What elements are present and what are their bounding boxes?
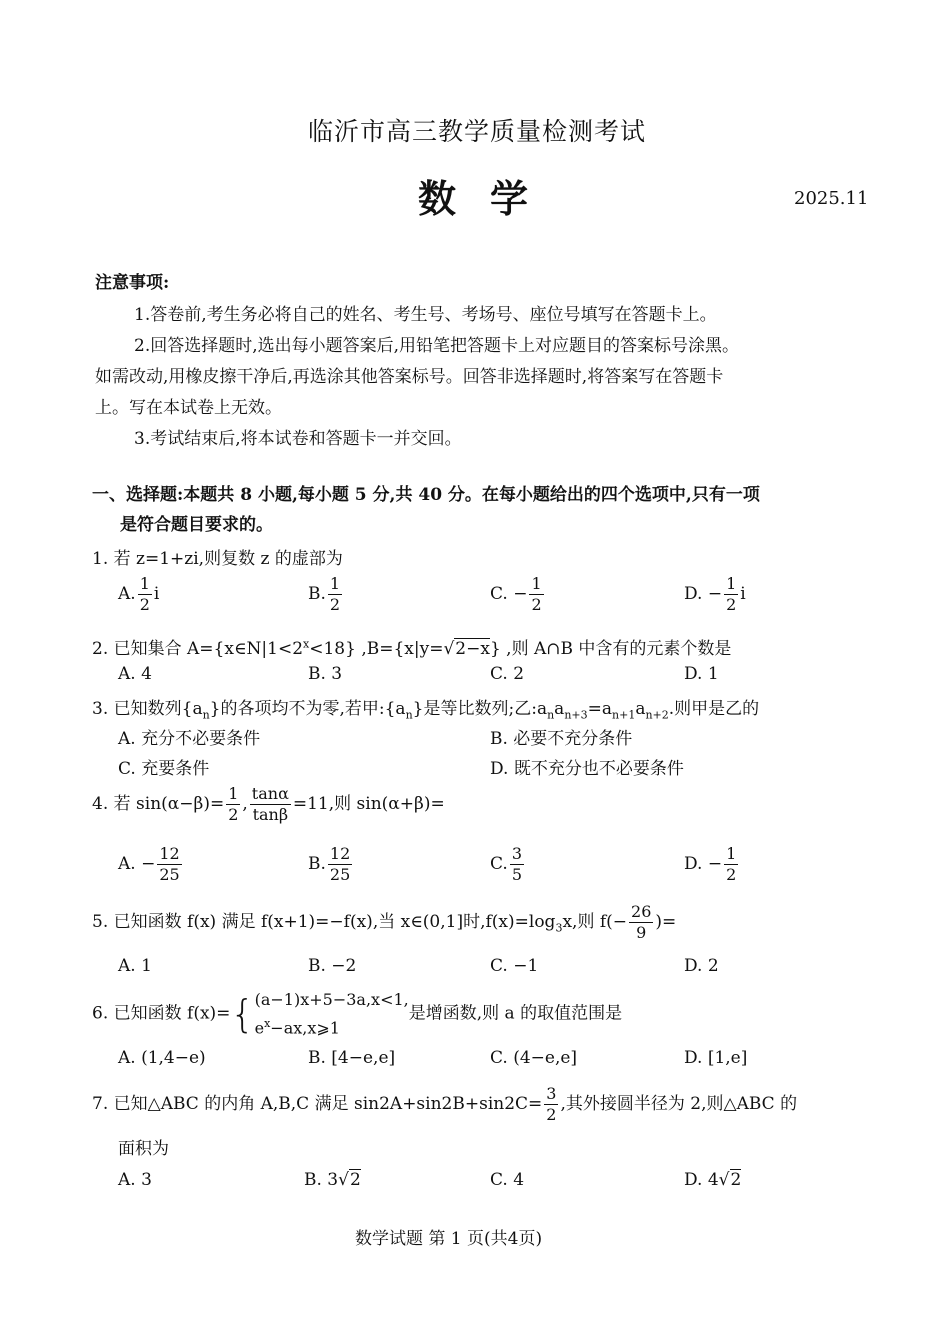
exam-date: 2025.11: [794, 188, 869, 209]
question-1-option-b: B. $\frac{1}{2}$: [308, 574, 341, 614]
question-1-stem: 1. 若 z=1+zi,则复数 z 的虚部为: [92, 549, 343, 569]
question-7-option-a: A. 3: [118, 1170, 152, 1190]
notice-item-2-line-3: 上。写在本试卷上无效。: [95, 398, 282, 418]
question-6-stem: 6. 已知函数 f(x)={ (a−1)x+5−3a,x<1, $e^x-ax,x⩾1$ 是增函数,则 a 的取值范围是: [92, 990, 623, 1038]
notice-heading: 注意事项:: [95, 273, 170, 293]
question-3-option-c: C. 充要条件: [118, 759, 210, 779]
question-5-stem: 5. 已知函数 f(x) 满足 f(x+1)=−f(x),当 x∈(0,1]时$,f(x)=\log_3x$,则 f(− $\frac{26}{9}$ )=: [92, 902, 677, 942]
question-5-option-a: A. 1: [118, 956, 152, 976]
notice-item-2-line-1: 2.回答选择题时,选出每小题答案后,用铅笔把答题卡上对应题目的答案标号涂黑。: [134, 336, 740, 356]
question-4-option-a: A. − $\frac{12}{25}$: [118, 844, 180, 884]
question-3-option-b: B. 必要不充分条件: [490, 729, 633, 749]
notice-item-1: 1.答卷前,考生务必将自己的姓名、考生号、考场号、座位号填写在答题卡上。: [134, 305, 717, 325]
subject-title: 数学: [418, 176, 563, 221]
question-4-stem: 4. 若 sin(α−β)= $\frac{1}{2}$ , $\frac{\tan\alpha}{\tan\beta}$ =11,则 sin(α+β)=: [92, 784, 445, 824]
question-7-stem-line-2: 面积为: [118, 1139, 169, 1159]
question-1-option-a: A. $\frac{1}{2}$ i: [118, 574, 160, 614]
question-4-option-d: D. − $\frac{1}{2}$: [684, 844, 737, 884]
question-1-option-d: D. − $\frac{1}{2}$ i: [684, 574, 746, 614]
section-heading-line-2: 是符合题目要求的。: [120, 515, 273, 535]
question-6-option-a: A. (1,4−e): [118, 1048, 206, 1068]
question-6-option-c: C. (4−e,e]: [490, 1048, 578, 1068]
question-2-option-a: A. 4: [118, 664, 152, 684]
exam-title: 临沂市高三教学质量检测考试: [308, 117, 647, 146]
question-7-stem: 7. 已知△ABC 的内角 A,B,C 满足 sin2A+sin2B+sin2C= $\frac{3}{2}$ ,其外接圆半径为 2,则△ABC 的: [92, 1084, 798, 1124]
question-3-stem: 3. 已知数列$\{a_n\}$的各项均不为零,若甲$:\{a_n\}$是等比数列;乙$:a_na_{n+3}=a_{n+1}a_{n+2}$.则甲是乙的: [92, 699, 760, 722]
question-2-option-c: C. 2: [490, 664, 525, 684]
question-2-stem: 2. 已知集合 $A=\{x\in N|1<2^x<18\}$ ,B={x|y=√2−x} ,则 A∩B 中含有的元素个数是: [92, 637, 732, 659]
question-1-option-c: C. − $\frac{1}{2}$: [490, 574, 542, 614]
question-7-option-b: B. 3√2: [304, 1170, 361, 1190]
question-6-option-d: D. [1,e]: [684, 1048, 748, 1068]
question-6-option-b: B. [4−e,e]: [308, 1048, 396, 1068]
section-heading-line-1: 一、选择题:本题共 8 小题,每小题 5 分,共 40 分。在每小题给出的四个选项中,只有一项: [92, 485, 760, 505]
page-footer: 数学试题 第 1 页(共4页): [355, 1229, 543, 1249]
question-3-option-a: A. 充分不必要条件: [118, 729, 261, 749]
question-5-option-b: B. −2: [308, 956, 357, 976]
question-5-option-d: D. 2: [684, 956, 719, 976]
question-5-option-c: C. −1: [490, 956, 539, 976]
question-7-option-c: C. 4: [490, 1170, 525, 1190]
notice-item-2-line-2: 如需改动,用橡皮擦干净后,再选涂其他答案标号。回答非选择题时,将答案写在答题卡: [95, 367, 724, 387]
notice-item-3: 3.考试结束后,将本试卷和答题卡一并交回。: [134, 429, 462, 449]
question-4-option-c: C. $\frac{3}{5}$: [490, 844, 522, 884]
question-4-option-b: B. $\frac{12}{25}$: [308, 844, 351, 884]
question-2-option-b: B. 3: [308, 664, 343, 684]
question-7-option-d: D. 4√2: [684, 1170, 742, 1190]
question-2-option-d: D. 1: [684, 664, 719, 684]
question-3-option-d: D. 既不充分也不必要条件: [490, 759, 684, 779]
